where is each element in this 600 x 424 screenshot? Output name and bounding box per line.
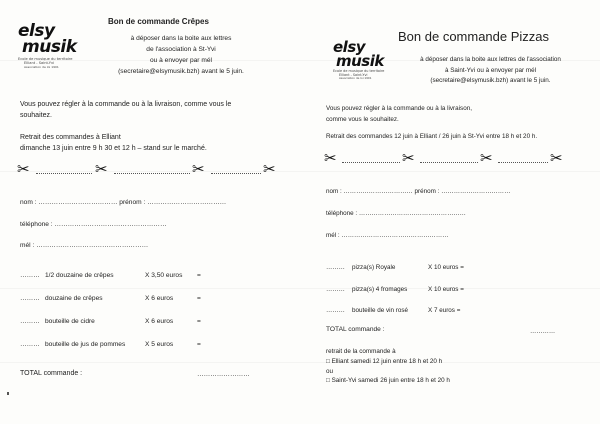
retrait-option-saint-yvi-label: Saint-Yvi samedi 26 juin entre 18 h et 20 h bbox=[331, 377, 450, 385]
crepes-deposit-line-3: ou à envoyer par mél bbox=[150, 57, 212, 64]
crepes-name-field[interactable]: nom : ……………………………… prénom : ……………………………… bbox=[20, 199, 227, 206]
item-quantity-field[interactable]: ……… bbox=[326, 286, 345, 293]
scissors-icon: ✂ bbox=[95, 160, 108, 178]
scissors-icon: ✂ bbox=[263, 160, 276, 178]
pizzas-retrait-section bbox=[326, 347, 450, 386]
item-equals: = bbox=[197, 295, 201, 302]
item-equals: = bbox=[197, 272, 201, 279]
logo-tagline-1: Ecole de musique du territoire bbox=[333, 68, 385, 73]
logo-line2: musik bbox=[336, 51, 384, 70]
pizzas-payment-line-2: comme vous le souhaitez. bbox=[326, 115, 399, 123]
item-price: X 6 euros bbox=[145, 295, 174, 302]
crepes-payment-text bbox=[20, 99, 231, 121]
crepes-payment-line-1: Vous pouvez régler à la commande ou à la livraison, comme vous le bbox=[20, 101, 232, 108]
crepes-payment-line-2: souhaitez. bbox=[20, 112, 52, 119]
item-equals: = bbox=[197, 341, 201, 348]
logo-tagline-3: Association de loi 1901 bbox=[339, 76, 372, 81]
elsymusik-logo bbox=[18, 21, 77, 69]
item-name: 1/2 douzaine de crêpes bbox=[45, 272, 114, 279]
scissors-icon: ✂ bbox=[192, 160, 205, 178]
scissors-icon: ✂ bbox=[550, 149, 563, 167]
crepes-deposit-instructions bbox=[96, 33, 266, 77]
crepes-phone-field[interactable]: téléphone : …………………………………………… bbox=[20, 221, 167, 228]
crepes-email-field[interactable]: mél : …………………………………………… bbox=[20, 242, 149, 249]
logo-tagline-1: Ecole de musique du territoire bbox=[18, 57, 73, 62]
logo-tagline-3: Association de loi 1901 bbox=[24, 64, 59, 69]
crepes-deposit-line-1: à déposer dans la boite aux lettres bbox=[130, 35, 232, 42]
pizzas-deposit-line-2: à Saint-Yvi ou à envoyer par mél bbox=[444, 66, 536, 74]
item-name: douzaine de crêpes bbox=[45, 295, 103, 302]
item-quantity-field[interactable]: ……… bbox=[326, 264, 345, 271]
item-price: X 10 euros = bbox=[428, 286, 464, 293]
pizzas-title: Bon de commande Pizzas bbox=[398, 29, 550, 44]
pizzas-name-field[interactable]: nom : …………………………… prénom : …………………………… bbox=[326, 188, 511, 195]
item-quantity-field[interactable]: ……… bbox=[20, 295, 40, 302]
logo-line2: musik bbox=[22, 36, 77, 57]
retrait-title: retrait de la commande à bbox=[326, 348, 396, 355]
pizzas-deposit-instructions bbox=[403, 55, 578, 87]
item-price: X 3,50 euros bbox=[145, 272, 183, 279]
item-name: bouteille de vin rosé bbox=[352, 307, 409, 314]
scissors-icon: ✂ bbox=[402, 149, 415, 167]
checkbox-icon[interactable]: □ bbox=[326, 357, 330, 365]
retrait-option-elliant-label: Elliant samedi 12 juin entre 18 h et 20 h bbox=[331, 357, 443, 365]
logo-line1: elsy bbox=[333, 38, 366, 56]
scan-mark bbox=[7, 392, 9, 395]
scissors-icon: ✂ bbox=[17, 160, 30, 178]
pizzas-payment-text bbox=[326, 104, 472, 125]
item-quantity-field[interactable]: ……… bbox=[20, 318, 40, 325]
item-price: X 7 euros = bbox=[428, 307, 461, 314]
crepes-total-field[interactable]: …………………… bbox=[197, 371, 250, 378]
crepes-deposit-line-4: (secretaire@elsymusik.bzh) avant le 5 juin. bbox=[118, 68, 244, 75]
crepes-pickup-line-1: Retrait des commandes à Elliant bbox=[20, 134, 121, 141]
item-price: X 5 euros bbox=[145, 341, 174, 348]
pizzas-payment-line-1: Vous pouvez régler à la commande ou à la livraison, bbox=[326, 105, 472, 112]
scissors-icon: ✂ bbox=[324, 149, 337, 167]
item-price: X 10 euros = bbox=[428, 264, 464, 271]
item-quantity-field[interactable]: ……… bbox=[326, 307, 345, 314]
crepes-total-label: TOTAL commande : bbox=[20, 370, 83, 377]
scissors-icon: ✂ bbox=[480, 149, 493, 167]
item-price: X 6 euros bbox=[145, 318, 174, 325]
retrait-or: ou bbox=[326, 367, 334, 375]
item-quantity-field[interactable]: ……… bbox=[20, 272, 40, 279]
item-equals: = bbox=[197, 318, 201, 325]
item-name: bouteille de jus de pommes bbox=[45, 341, 126, 348]
item-name: pizza(s) 4 fromages bbox=[352, 286, 408, 293]
retrait-option-elliant[interactable] bbox=[326, 357, 450, 367]
pizzas-email-field[interactable]: mél : …………………………………………… bbox=[326, 232, 449, 239]
pizzas-total-field[interactable]: ………… bbox=[530, 328, 556, 335]
item-quantity-field[interactable]: ……… bbox=[20, 341, 40, 348]
pizzas-deposit-line-3: (secretaire@elsymusik.bzh) avant le 5 juin. bbox=[430, 77, 551, 84]
item-name: bouteille de cidre bbox=[45, 318, 95, 325]
crepes-pickup-line-2: dimanche 13 juin entre 9 h 30 et 12 h – stand sur le marché. bbox=[20, 145, 207, 152]
pizzas-deposit-line-1: à déposer dans la boite aux lettres de l'association bbox=[420, 56, 561, 63]
logo-line1: elsy bbox=[18, 21, 55, 41]
retrait-option-saint-yvi[interactable] bbox=[326, 376, 450, 386]
crepes-pickup-text bbox=[20, 132, 207, 154]
crepes-title: Bon de commande Crêpes bbox=[108, 17, 209, 26]
checkbox-icon[interactable]: □ bbox=[326, 377, 330, 385]
pizzas-pickup-text: Retrait des commandes 12 juin à Elliant / 26 juin à St-Yvi entre 18 h et 20 h. bbox=[326, 133, 538, 140]
elsymusik-logo bbox=[333, 38, 385, 81]
logo-tagline-2: Elliant - Saint-Yvi bbox=[339, 72, 368, 77]
logo-tagline-2: Elliant - Saint-Yvi bbox=[24, 61, 55, 66]
item-name: pizza(s) Royale bbox=[352, 264, 396, 271]
pizzas-total-label: TOTAL commande : bbox=[326, 326, 385, 333]
pizzas-phone-field[interactable]: téléphone : …………………………………………… bbox=[326, 210, 466, 217]
crepes-deposit-line-2: de l'association à St-Yvi bbox=[146, 46, 216, 53]
